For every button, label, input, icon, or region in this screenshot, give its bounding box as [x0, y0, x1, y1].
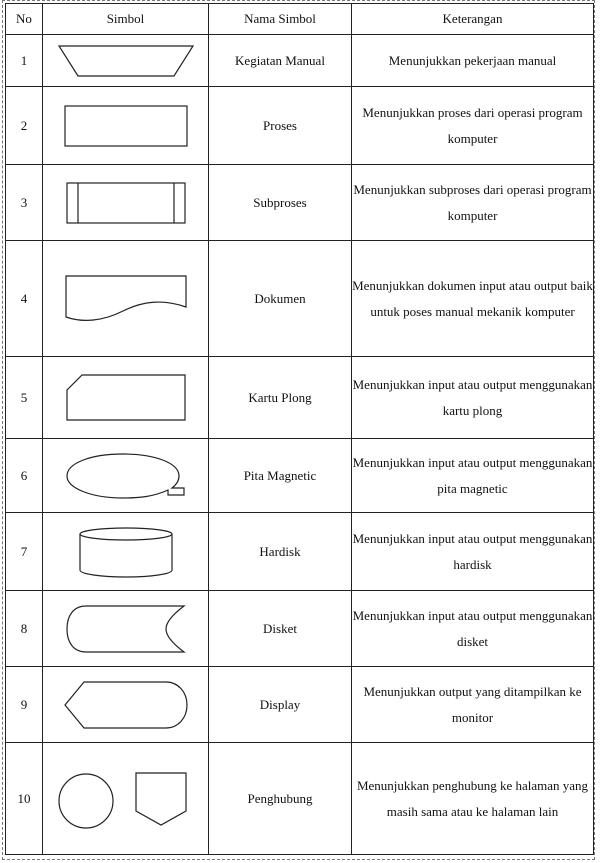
symbol-description: Menunjukkan dokumen input atau output baik untuk poses manual mekanik komputer	[352, 241, 594, 357]
header-description: Keterangan	[352, 4, 594, 35]
symbol-name: Kegiatan Manual	[209, 35, 352, 87]
flowchart-symbol-table	[5, 3, 594, 855]
symbol-description: Menunjukkan proses dari operasi program komputer	[352, 87, 594, 165]
row-number: 10	[6, 743, 43, 855]
header-name: Nama Simbol	[209, 4, 352, 35]
header-no: No	[6, 4, 43, 35]
symbol-description: Menunjukkan input atau output menggunakan hardisk	[352, 513, 594, 591]
table-row	[6, 743, 594, 855]
table-row	[6, 35, 594, 87]
symbol-name: Penghubung	[209, 743, 352, 855]
row-number: 5	[6, 357, 43, 439]
symbol-description: Menunjukkan pekerjaan manual	[352, 35, 594, 87]
row-number: 4	[6, 241, 43, 357]
row-number: 1	[6, 35, 43, 87]
symbol-name: Kartu Plong	[209, 357, 352, 439]
row-number: 3	[6, 165, 43, 241]
symbol-description: Menunjukkan penghubung ke halaman yang masih sama atau ke halaman lain	[352, 743, 594, 855]
display-symbol-icon	[62, 679, 190, 731]
table-row	[6, 165, 594, 241]
symbol-name: Disket	[209, 591, 352, 667]
hard-disk-symbol-icon	[76, 525, 176, 579]
subprocess-symbol-icon	[64, 180, 188, 226]
symbol-description: Menunjukkan input atau output menggunakan disket	[352, 591, 594, 667]
manual-operation-symbol-icon	[56, 42, 196, 80]
row-number: 9	[6, 667, 43, 743]
symbol-name: Display	[209, 667, 352, 743]
punched-card-symbol-icon	[64, 372, 188, 424]
table-row	[6, 357, 594, 439]
symbol-name: Proses	[209, 87, 352, 165]
row-number: 7	[6, 513, 43, 591]
symbol-name: Subproses	[209, 165, 352, 241]
table-header-row	[6, 4, 594, 35]
symbol-description: Menunjukkan input atau output menggunakan kartu plong	[352, 357, 594, 439]
table-row	[6, 591, 594, 667]
symbol-description: Menunjukkan subproses dari operasi program komputer	[352, 165, 594, 241]
table-row	[6, 439, 594, 513]
document-symbol-icon	[63, 273, 189, 325]
row-number: 2	[6, 87, 43, 165]
diskette-symbol-icon	[64, 603, 188, 655]
header-symbol: Simbol	[43, 4, 209, 35]
table-row	[6, 241, 594, 357]
magnetic-tape-symbol-icon	[63, 451, 189, 501]
table-row	[6, 513, 594, 591]
row-number: 6	[6, 439, 43, 513]
table-row	[6, 667, 594, 743]
symbol-name: Hardisk	[209, 513, 352, 591]
symbol-name: Dokumen	[209, 241, 352, 357]
symbol-description: Menunjukkan output yang ditampilkan ke monitor	[352, 667, 594, 743]
table-row	[6, 87, 594, 165]
symbol-description: Menunjukkan input atau output menggunakan pita magnetic	[352, 439, 594, 513]
connector-symbol-icon	[56, 769, 196, 829]
symbol-name: Pita Magnetic	[209, 439, 352, 513]
row-number: 8	[6, 591, 43, 667]
process-symbol-icon	[61, 103, 191, 149]
